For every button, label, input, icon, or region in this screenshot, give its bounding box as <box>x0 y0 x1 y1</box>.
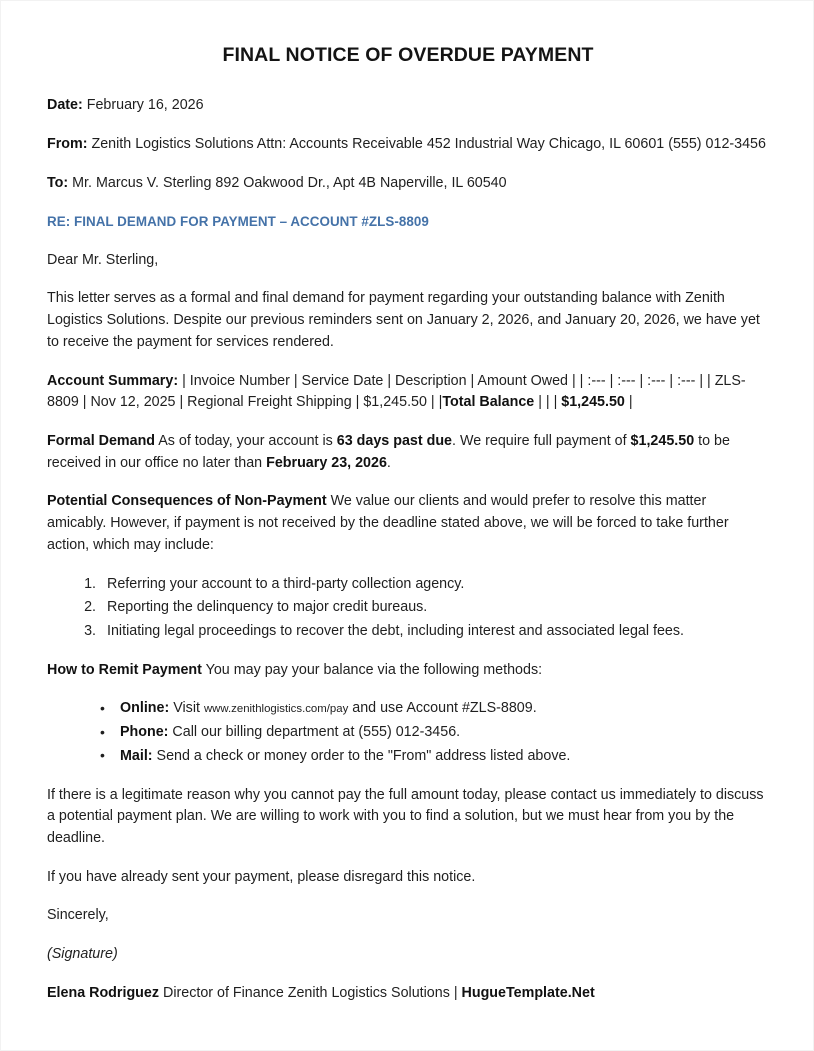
from-value: Zenith Logistics Solutions Attn: Accounts Receivable 452 Industrial Way Chicago, IL 60601 (555) 012-3456 <box>87 136 766 153</box>
signer-role: Director of Finance Zenith Logistics Solutions | <box>159 984 462 1001</box>
mail-label: Mail: <box>120 747 153 764</box>
signer-name: Elena Rodriguez <box>47 984 160 1001</box>
payment-deadline: February 23, 2026 <box>266 454 387 471</box>
closing-paragraph-1: If there is a legitimate reason why you cannot pay the full amount today, please contact us immediately to discuss a potential payment plan. We are willing to work with you to find a solution, but we must hear from you by the deadline. <box>47 786 764 847</box>
document-content <box>47 43 769 1022</box>
online-pre: Visit <box>169 700 204 717</box>
remit-label: How to Remit Payment <box>47 661 202 678</box>
total-balance-mid: | | | <box>534 394 558 411</box>
signature-placeholder: (Signature) <box>47 946 118 963</box>
signoff-line <box>47 983 769 1005</box>
mail-pre: Send a check or money order to the "From" address listed above. <box>152 747 571 764</box>
phone-label: Phone: <box>120 724 169 741</box>
list-item: 3. Initiating legal proceedings to recover the debt, including interest and associated legal fees. <box>100 621 769 643</box>
from-label: From: <box>47 136 88 153</box>
formal-demand-text-3: to be received in our office no later than <box>47 432 730 471</box>
formal-demand-text-4: . <box>386 454 391 471</box>
consequences-text: We value our clients and would prefer to resolve this matter amicably. However, if payment is not received by the deadline stated above, we will be forced to take further action, which may include: <box>47 493 729 553</box>
online-post: and use Account #ZLS-8809. <box>348 700 537 717</box>
formal-demand-text-2: . We require full payment of <box>452 432 631 449</box>
payment-methods-list <box>47 698 769 767</box>
remit-paragraph <box>47 660 769 682</box>
total-balance-value: $1,245.50 <box>557 394 625 411</box>
list-item-mail <box>100 746 769 768</box>
intro-paragraph: This letter serves as a formal and final demand for payment regarding your outstanding balance with Zenith Logistics Solutions. Despite our previous reminders sent on January 2, 2026, and January 20, 2026, we have yet to receive the payment for services rendered. <box>47 290 760 350</box>
phone-pre: Call our billing department at (555) 012-3456. <box>168 724 461 741</box>
account-summary-header-row: | Invoice Number | Service Date | Description | Amount Owed | | :--- | :--- | :--- | :--- | | <box>178 372 711 389</box>
closing-paragraph-2: If you have already sent your payment, please disregard this notice. <box>47 868 476 885</box>
date-line <box>47 95 769 117</box>
account-summary-label: Account Summary: <box>47 372 179 389</box>
consequences-list <box>47 574 769 643</box>
list-item-phone <box>100 722 769 744</box>
salutation: Dear Mr. Sterling, <box>47 251 159 268</box>
list-item: 2. Reporting the delinquency to major credit bureaus. <box>100 597 769 619</box>
sincerely-line: Sincerely, <box>47 907 109 924</box>
payment-url[interactable]: www.zenithlogistics.com/pay <box>203 703 349 716</box>
to-line <box>47 173 769 195</box>
online-label: Online: <box>120 700 170 717</box>
consequences-label: Potential Consequences of Non-Payment <box>47 493 327 510</box>
total-balance-end: | <box>624 394 633 411</box>
consequences-paragraph <box>47 491 769 556</box>
demand-amount: $1,245.50 <box>630 432 695 449</box>
formal-demand-paragraph <box>47 431 769 474</box>
total-balance-label: Total Balance <box>442 394 535 411</box>
to-value: Mr. Marcus V. Sterling 892 Oakwood Dr., Apt 4B Naperville, IL 60540 <box>68 174 507 191</box>
date-label: Date: <box>47 97 83 114</box>
brand-label: HugueTemplate.Net <box>461 984 595 1001</box>
remit-text: You may pay your balance via the following methods: <box>201 661 543 678</box>
list-item-online <box>100 698 769 720</box>
to-label: To: <box>47 174 69 191</box>
days-past-due: 63 days past due <box>336 432 453 449</box>
subject-line: RE: FINAL DEMAND FOR PAYMENT – ACCOUNT #ZLS-8809 <box>47 213 429 229</box>
formal-demand-text-1: As of today, your account is <box>155 432 337 449</box>
account-summary-block <box>47 371 769 414</box>
formal-demand-label: Formal Demand <box>47 432 156 449</box>
page-title: FINAL NOTICE OF OVERDUE PAYMENT <box>222 44 594 66</box>
account-summary-data-row: ZLS-8809 | Nov 12, 2025 | Regional Freight Shipping | $1,245.50 | | <box>47 372 746 411</box>
date-value: February 16, 2026 <box>82 97 204 114</box>
from-line <box>47 134 769 156</box>
list-item: 1. Referring your account to a third-party collection agency. <box>100 574 769 596</box>
